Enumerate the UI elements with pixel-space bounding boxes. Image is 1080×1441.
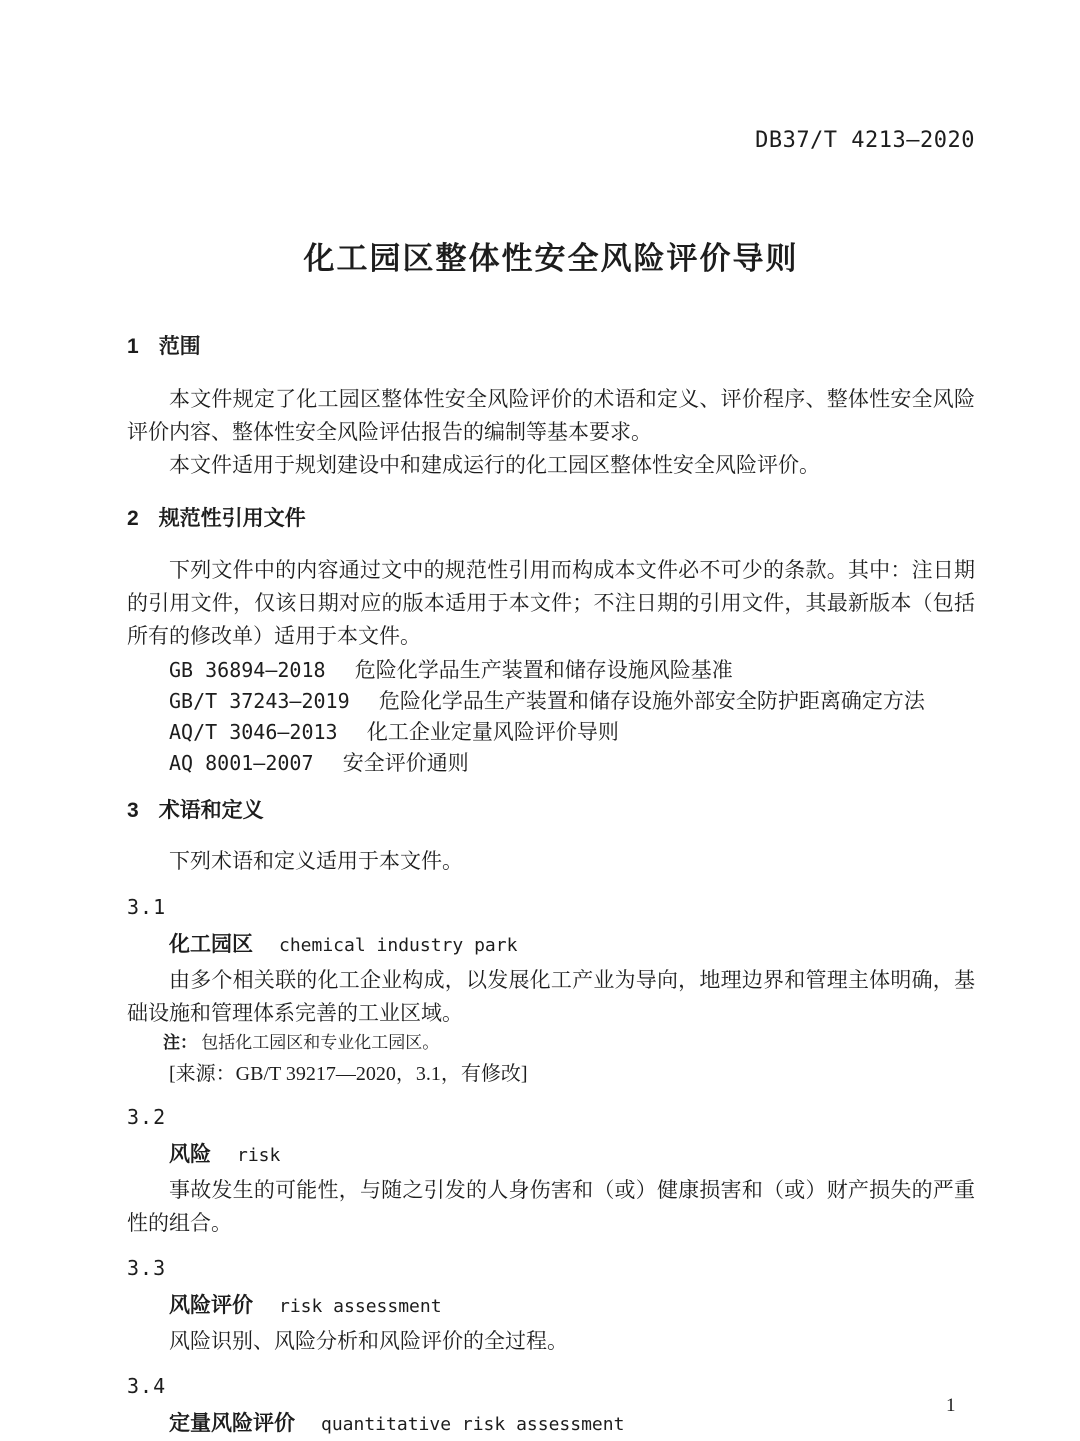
section-1-heading <box>127 332 975 362</box>
section-1-paragraph-2: 本文件适用于规划建设中和建成运行的化工园区整体性安全风险评价。 <box>169 453 820 477</box>
term-entry <box>127 1372 975 1441</box>
term-number: 3.1 <box>127 895 167 919</box>
term-en: quantitative risk assessment <box>321 1414 625 1435</box>
standard-code: DB37/T 4213—2020 <box>755 128 975 153</box>
term-heading <box>169 930 975 962</box>
section-1-title: 范围 <box>158 335 201 358</box>
term-number: 3.3 <box>127 1256 167 1280</box>
reference-item <box>169 748 975 779</box>
note-label: 注： <box>163 1033 197 1052</box>
term-zh: 风险评价 <box>169 1294 253 1317</box>
term-zh: 风险 <box>169 1143 211 1166</box>
term-heading <box>169 1140 975 1172</box>
reference-code: GB/T 37243—2019 <box>169 689 350 713</box>
term-heading <box>169 1409 975 1441</box>
term-definition: 由多个相关联的化工企业构成，以发展化工产业为导向，地理边界和管理主体明确，基础设施和管理体系完善的工业区域。 <box>127 968 975 1025</box>
reference-code: AQ 8001—2007 <box>169 751 314 775</box>
reference-code: AQ/T 3046—2013 <box>169 720 338 744</box>
section-3-number: 3 <box>127 799 139 822</box>
term-definition: 风险识别、风险分析和风险评价的全过程。 <box>169 1329 568 1353</box>
term-heading <box>169 1291 975 1323</box>
section-2-title: 规范性引用文件 <box>158 507 306 530</box>
reference-code: GB 36894—2018 <box>169 658 326 682</box>
section-3-intro: 下列术语和定义适用于本文件。 <box>169 849 463 873</box>
term-en: chemical industry park <box>279 935 518 956</box>
section-1-number: 1 <box>127 335 139 358</box>
term-en: risk assessment <box>279 1296 442 1317</box>
term-zh: 定量风险评价 <box>169 1412 295 1435</box>
term-note <box>163 1030 975 1056</box>
reference-title: 危险化学品生产装置和储存设施风险基准 <box>354 658 733 682</box>
term-definition: 事故发生的可能性，与随之引发的人身伤害和（或）健康损害和（或）财产损失的严重性的组合。 <box>127 1178 975 1235</box>
reference-title: 危险化学品生产装置和储存设施外部安全防护距离确定方法 <box>378 689 925 713</box>
term-entry <box>127 1254 975 1358</box>
term-number: 3.2 <box>127 1105 167 1129</box>
reference-title: 化工企业定量风险评价导则 <box>366 720 619 744</box>
section-3-title: 术语和定义 <box>158 799 264 822</box>
term-number: 3.4 <box>127 1374 167 1398</box>
note-text: 包括化工园区和专业化工园区。 <box>201 1033 440 1052</box>
section-2-intro: 下列文件中的内容通过文中的规范性引用而构成本文件必不可少的条款。其中：注日期的引用文件，仅该日期对应的版本适用于本文件；不注日期的引用文件，其最新版本（包括所有的修改单）适用于本文件。 <box>127 558 975 648</box>
term-en: risk <box>237 1145 281 1166</box>
term-entry <box>127 893 975 1089</box>
term-entry <box>127 1103 975 1240</box>
page-number: 1 <box>946 1395 956 1416</box>
section-2-heading <box>127 504 975 534</box>
reference-item <box>169 717 975 748</box>
reference-item <box>169 686 975 717</box>
term-source: [来源：GB/T 39217—2020，3.1，有修改] <box>169 1063 528 1085</box>
section-3-heading <box>127 796 975 826</box>
term-zh: 化工园区 <box>169 933 253 956</box>
reference-title: 安全评价通则 <box>342 751 469 775</box>
section-1-paragraph-1: 本文件规定了化工园区整体性安全风险评价的术语和定义、评价程序、整体性安全风险评价内容、整体性安全风险评估报告的编制等基本要求。 <box>127 387 975 444</box>
section-2-number: 2 <box>127 507 139 530</box>
normative-references-list <box>127 655 975 779</box>
document-title: 化工园区整体性安全风险评价导则 <box>303 241 799 276</box>
reference-item <box>169 655 975 686</box>
